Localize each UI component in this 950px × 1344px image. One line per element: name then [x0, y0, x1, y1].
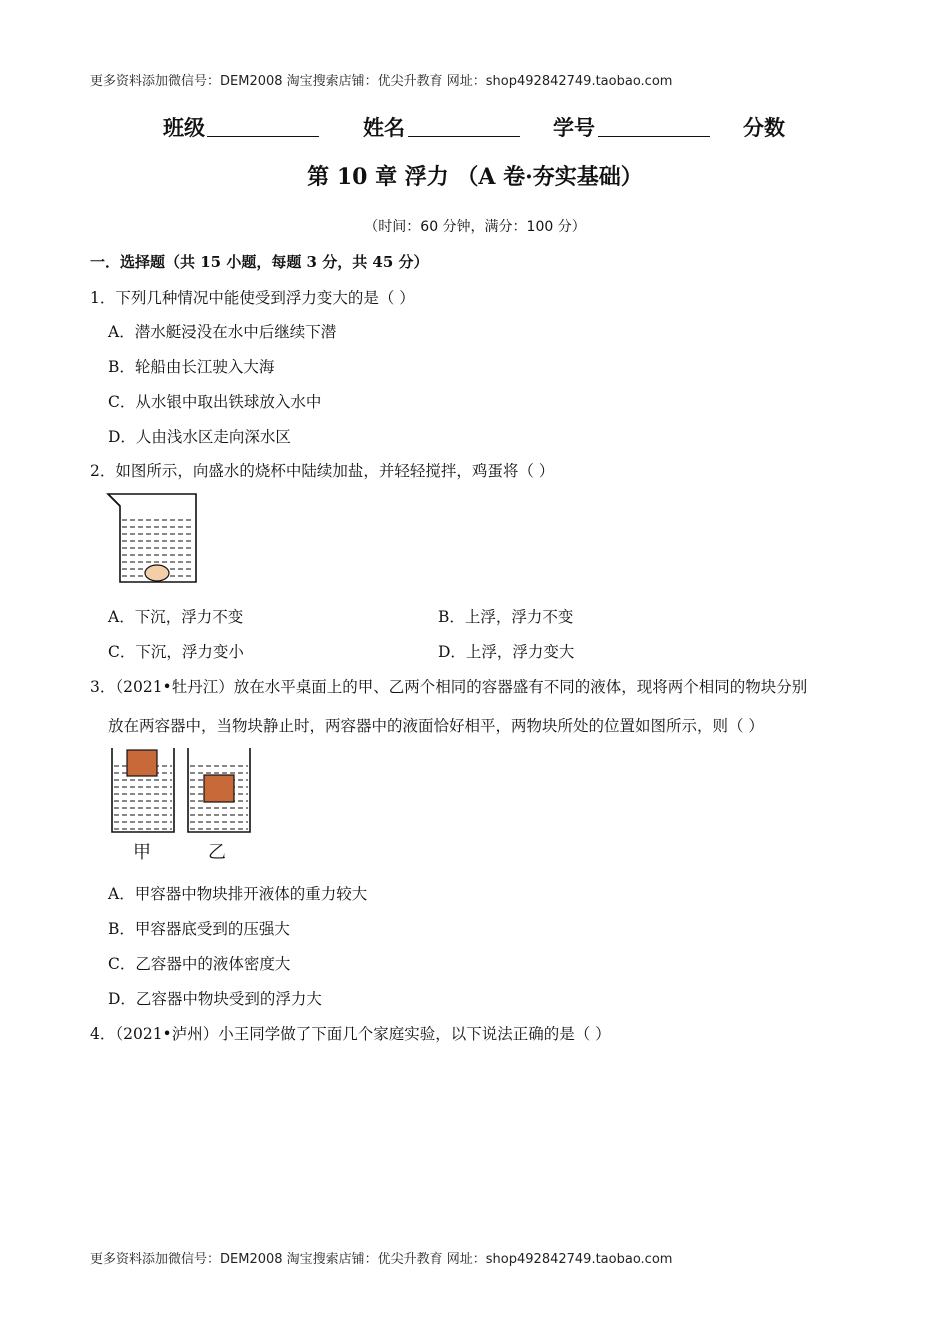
question-2-option-a[interactable]: A．下沉，浮力不变 [108, 608, 244, 626]
question-3-option-c[interactable]: C．乙容器中的液体密度大 [108, 955, 291, 973]
question-3-stem-line-2: 放在两容器中，当物块静止时，两容器中的液面恰好相平，两物块所处的位置如图所示，则（ ） [108, 717, 764, 735]
container-label-yi: 乙 [208, 842, 226, 863]
question-2-option-b[interactable]: B．上浮，浮力不变 [438, 608, 574, 626]
container-label-jia: 甲 [133, 842, 151, 863]
question-1-option-b[interactable]: B．轮船由长江驶入大海 [108, 358, 275, 376]
class-blank[interactable] [207, 136, 319, 137]
egg-icon [145, 565, 169, 581]
question-2-option-c[interactable]: C．下沉，浮力变小 [108, 643, 244, 661]
question-3-option-b[interactable]: B．甲容器底受到的压强大 [108, 920, 290, 938]
two-containers-figure [108, 744, 256, 836]
score-label: 分数 [743, 115, 785, 140]
class-label: 班级 [163, 115, 205, 140]
question-2-option-d[interactable]: D．上浮，浮力变大 [438, 643, 575, 661]
question-3-option-a[interactable]: A．甲容器中物块排开液体的重力较大 [108, 885, 368, 903]
header-note: 更多资料添加微信号：DEM2008 淘宝搜索店铺：优尖升教育 网址：shop492842749.taobao.com [90, 74, 673, 89]
question-4-stem: 4．（2021•泸州）小王同学做了下面几个家庭实验，以下说法正确的是（ ） [90, 1025, 611, 1043]
exam-meta: （时间：60 分钟，满分：100 分） [364, 219, 586, 235]
question-1-option-a[interactable]: A．潜水艇浸没在水中后继续下潜 [108, 323, 337, 341]
page-title: 第 10 章 浮力 （A 卷·夯实基础） [307, 164, 643, 190]
block-right-icon [204, 775, 234, 802]
footer-note: 更多资料添加微信号：DEM2008 淘宝搜索店铺：优尖升教育 网址：shop492842749.taobao.com [90, 1252, 673, 1267]
section-heading: 一．选择题（共 15 小题，每题 3 分，共 45 分） [90, 253, 429, 271]
question-1-option-c[interactable]: C．从水银中取出铁球放入水中 [108, 393, 322, 411]
question-1-option-d[interactable]: D．人由浅水区走向深水区 [108, 428, 291, 446]
name-blank[interactable] [408, 136, 520, 137]
name-label: 姓名 [363, 115, 405, 140]
question-2-stem: 2．如图所示，向盛水的烧杯中陆续加盐，并轻轻搅拌，鸡蛋将（ ） [90, 462, 555, 480]
block-left-icon [127, 750, 157, 776]
question-3-stem-line-1: 3．（2021•牡丹江）放在水平桌面上的甲、乙两个相同的容器盛有不同的液体，现将两个相同的物块分别 [90, 678, 808, 696]
id-blank[interactable] [598, 136, 710, 137]
beaker-egg-figure [104, 490, 204, 586]
id-label: 学号 [553, 115, 595, 140]
question-3-option-d[interactable]: D．乙容器中物块受到的浮力大 [108, 990, 322, 1008]
question-1-stem: 1．下列几种情况中能使受到浮力变大的是（ ） [90, 289, 415, 307]
